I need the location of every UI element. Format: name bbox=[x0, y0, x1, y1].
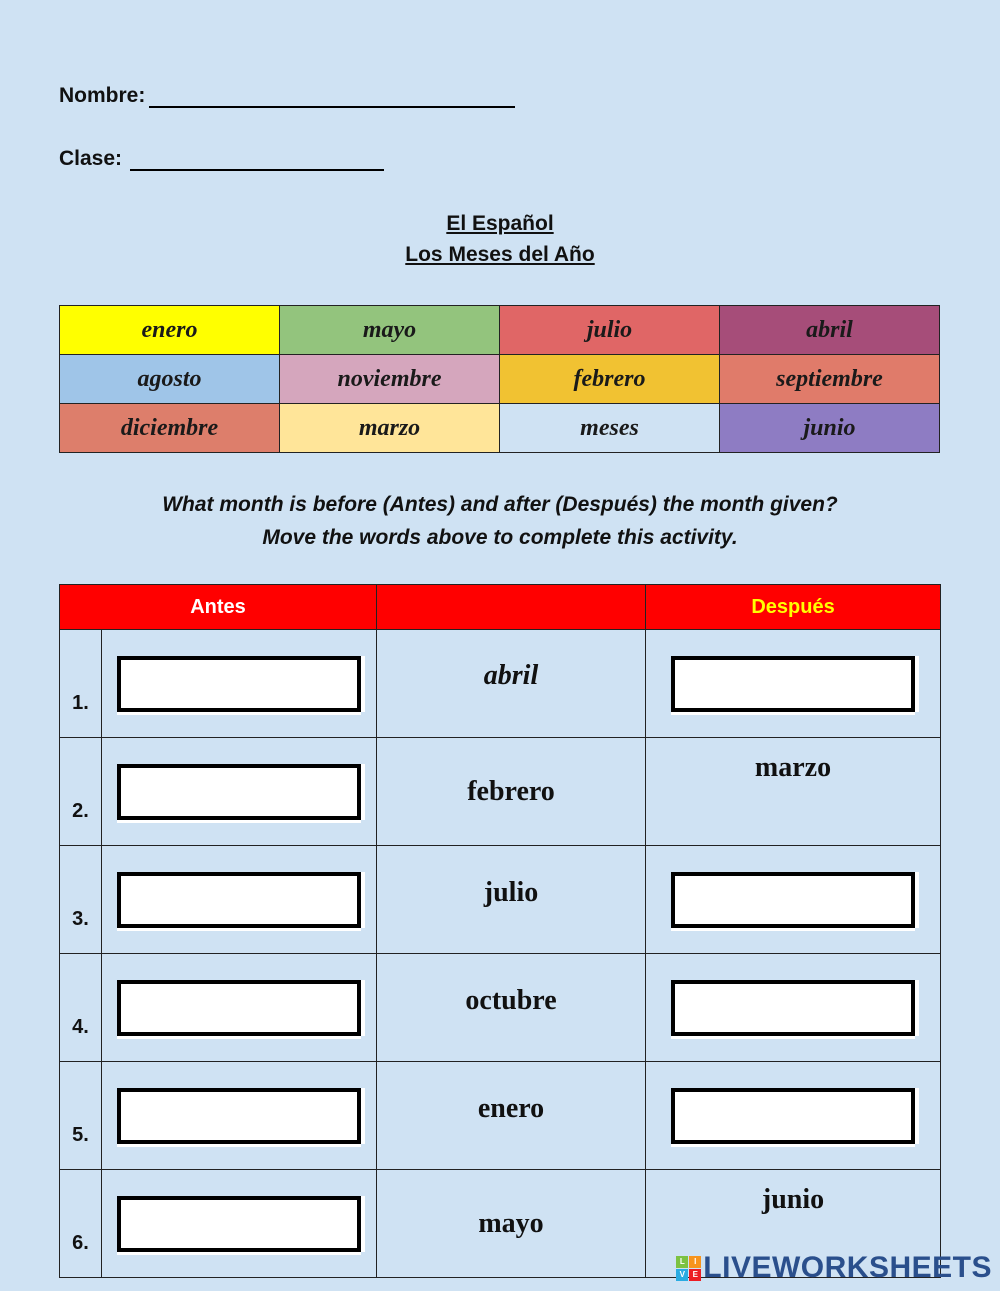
antes-drop-box[interactable] bbox=[117, 656, 361, 712]
row-number: 6. bbox=[60, 1170, 102, 1278]
table-row bbox=[60, 954, 941, 1062]
row-number: 1. bbox=[60, 630, 102, 738]
worksheet-title: El Español bbox=[446, 212, 554, 235]
header-despues: Después bbox=[646, 585, 941, 630]
activity-table bbox=[59, 584, 941, 1278]
word-tile[interactable]: febrero bbox=[500, 355, 720, 404]
word-bank-row bbox=[60, 355, 940, 404]
word-tile[interactable]: abril bbox=[720, 306, 940, 355]
word-tile[interactable]: septiembre bbox=[720, 355, 940, 404]
liveworksheets-logo[interactable] bbox=[676, 1251, 992, 1285]
name-field bbox=[59, 84, 515, 108]
row-number: 4. bbox=[60, 954, 102, 1062]
table-row bbox=[60, 846, 941, 954]
name-blank-line bbox=[149, 90, 515, 108]
given-month: mayo bbox=[377, 1170, 646, 1278]
header-antes: Antes bbox=[60, 585, 377, 630]
word-tile[interactable]: noviembre bbox=[280, 355, 500, 404]
word-bank-row bbox=[60, 306, 940, 355]
liveworksheets-logo-text: LIVEWORKSHEETS bbox=[703, 1251, 992, 1284]
table-row bbox=[60, 738, 941, 846]
activity-header-row bbox=[60, 585, 941, 630]
word-tile[interactable]: marzo bbox=[280, 404, 500, 453]
word-tile[interactable]: junio bbox=[720, 404, 940, 453]
antes-drop-box[interactable] bbox=[117, 980, 361, 1036]
class-blank-line bbox=[130, 153, 384, 171]
given-month: abril bbox=[377, 630, 646, 738]
row-number: 3. bbox=[60, 846, 102, 954]
given-month: febrero bbox=[377, 738, 646, 846]
header-middle bbox=[377, 585, 646, 630]
row-number: 5. bbox=[60, 1062, 102, 1170]
instructions bbox=[0, 488, 1000, 554]
word-tile[interactable]: mayo bbox=[280, 306, 500, 355]
instructions-line-2: Move the words above to complete this activity. bbox=[262, 526, 738, 549]
table-row bbox=[60, 1062, 941, 1170]
row-number: 2. bbox=[60, 738, 102, 846]
word-tile[interactable]: agosto bbox=[60, 355, 280, 404]
despues-drop-box[interactable] bbox=[671, 656, 915, 712]
word-tile[interactable]: diciembre bbox=[60, 404, 280, 453]
word-tile[interactable]: meses bbox=[500, 404, 720, 453]
table-row bbox=[60, 630, 941, 738]
class-field bbox=[59, 147, 384, 171]
antes-drop-box[interactable] bbox=[117, 764, 361, 820]
word-bank-row bbox=[60, 404, 940, 453]
worksheet-subtitle: Los Meses del Año bbox=[405, 243, 595, 266]
given-after-month: junio bbox=[646, 1170, 941, 1278]
despues-drop-box[interactable] bbox=[671, 1088, 915, 1144]
antes-drop-box[interactable] bbox=[117, 1196, 361, 1252]
given-month: octubre bbox=[377, 954, 646, 1062]
class-label: Clase: bbox=[59, 147, 123, 170]
name-label: Nombre: bbox=[59, 84, 146, 107]
instructions-line-1: What month is before (Antes) and after (Después) the month given? bbox=[162, 493, 838, 516]
word-tile[interactable]: enero bbox=[60, 306, 280, 355]
word-bank bbox=[59, 305, 940, 453]
given-after-month: marzo bbox=[646, 738, 941, 846]
despues-drop-box[interactable] bbox=[671, 980, 915, 1036]
liveworksheets-logo-icon: L I V E bbox=[676, 1256, 701, 1281]
word-tile[interactable]: julio bbox=[500, 306, 720, 355]
despues-drop-box[interactable] bbox=[671, 872, 915, 928]
antes-drop-box[interactable] bbox=[117, 1088, 361, 1144]
given-month: enero bbox=[377, 1062, 646, 1170]
antes-drop-box[interactable] bbox=[117, 872, 361, 928]
given-month: julio bbox=[377, 846, 646, 954]
